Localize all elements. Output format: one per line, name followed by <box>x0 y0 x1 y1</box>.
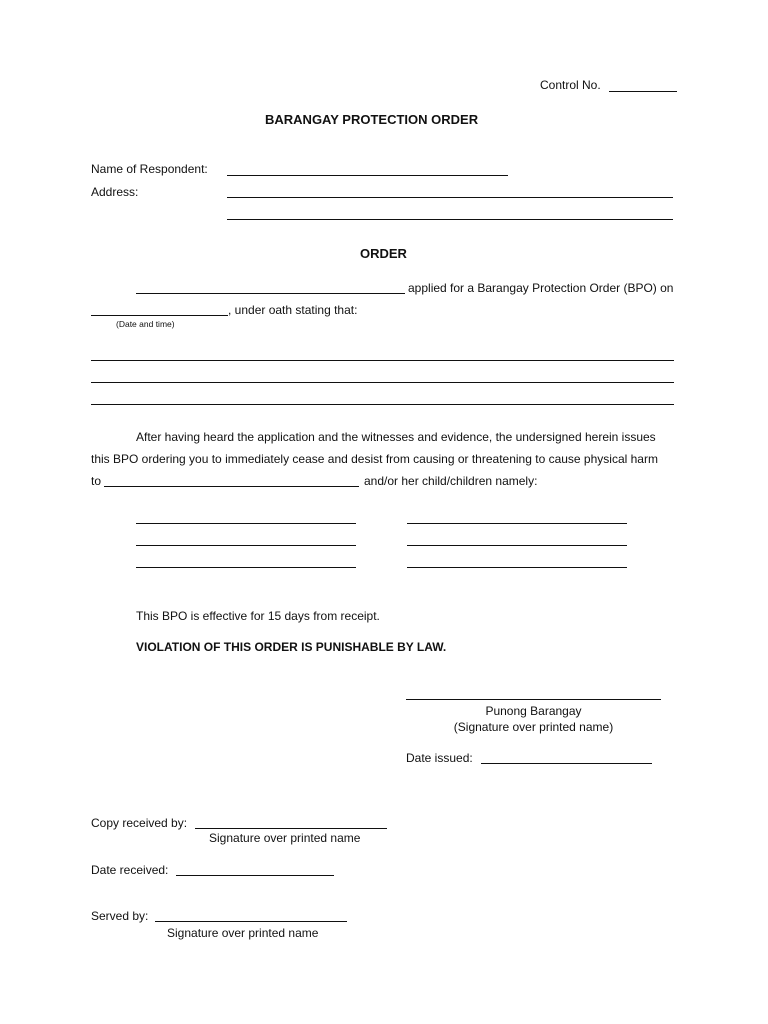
respondent-label: Name of Respondent: <box>91 162 208 176</box>
address-field-line2[interactable] <box>227 219 673 220</box>
date-issued-label: Date issued: <box>406 751 473 765</box>
paragraph-to: to <box>91 474 102 488</box>
child-name-field-1[interactable] <box>136 523 356 524</box>
child-name-field-5[interactable] <box>407 545 627 546</box>
effective-text: This BPO is effective for 15 days from receipt. <box>136 609 380 623</box>
punong-barangay-label: Punong Barangay <box>485 704 582 718</box>
violation-text: VIOLATION OF THIS ORDER IS PUNISHABLE BY LAW. <box>136 640 447 654</box>
date-time-field[interactable] <box>91 315 228 316</box>
address-label: Address: <box>91 185 139 199</box>
order-heading: ORDER <box>360 246 407 261</box>
copy-received-signature-note: Signature over printed name <box>209 831 361 845</box>
served-by-signature-note: Signature over printed name <box>167 926 319 940</box>
date-time-note: (Date and time) <box>116 319 175 329</box>
copy-received-field[interactable] <box>195 828 387 829</box>
child-name-field-6[interactable] <box>407 567 627 568</box>
punong-barangay-signature-field[interactable] <box>406 699 661 700</box>
control-number-label: Control No. <box>540 78 601 92</box>
served-by-field[interactable] <box>155 921 347 922</box>
child-name-field-2[interactable] <box>136 545 356 546</box>
paragraph-line-1: After having heard the application and the witnesses and evidence, the undersigned herein issues <box>136 430 656 444</box>
copy-received-label: Copy received by: <box>91 816 188 830</box>
date-received-field[interactable] <box>176 875 334 876</box>
applicant-name-field[interactable] <box>136 293 405 294</box>
paragraph-line-2: this BPO ordering you to immediately cease and desist from causing or threatening to cause physical harm <box>91 452 658 466</box>
victim-name-field[interactable] <box>104 486 359 487</box>
paragraph-children: and/or her child/children namely: <box>364 474 538 488</box>
date-received-label: Date received: <box>91 863 169 877</box>
child-name-field-4[interactable] <box>407 523 627 524</box>
respondent-field[interactable] <box>227 175 508 176</box>
applied-text: applied for a Barangay Protection Order (BPO) on <box>408 281 674 295</box>
address-field-line1[interactable] <box>227 197 673 198</box>
child-name-field-3[interactable] <box>136 567 356 568</box>
statement-line-2[interactable] <box>91 382 674 383</box>
control-number-field[interactable] <box>609 91 677 92</box>
date-issued-field[interactable] <box>481 763 652 764</box>
served-by-label: Served by: <box>91 909 149 923</box>
signature-printed-name-note: (Signature over printed name) <box>453 720 614 734</box>
form-title: BARANGAY PROTECTION ORDER <box>265 112 479 127</box>
oath-text: , under oath stating that: <box>228 303 358 317</box>
statement-line-1[interactable] <box>91 360 674 361</box>
statement-line-3[interactable] <box>91 404 674 405</box>
